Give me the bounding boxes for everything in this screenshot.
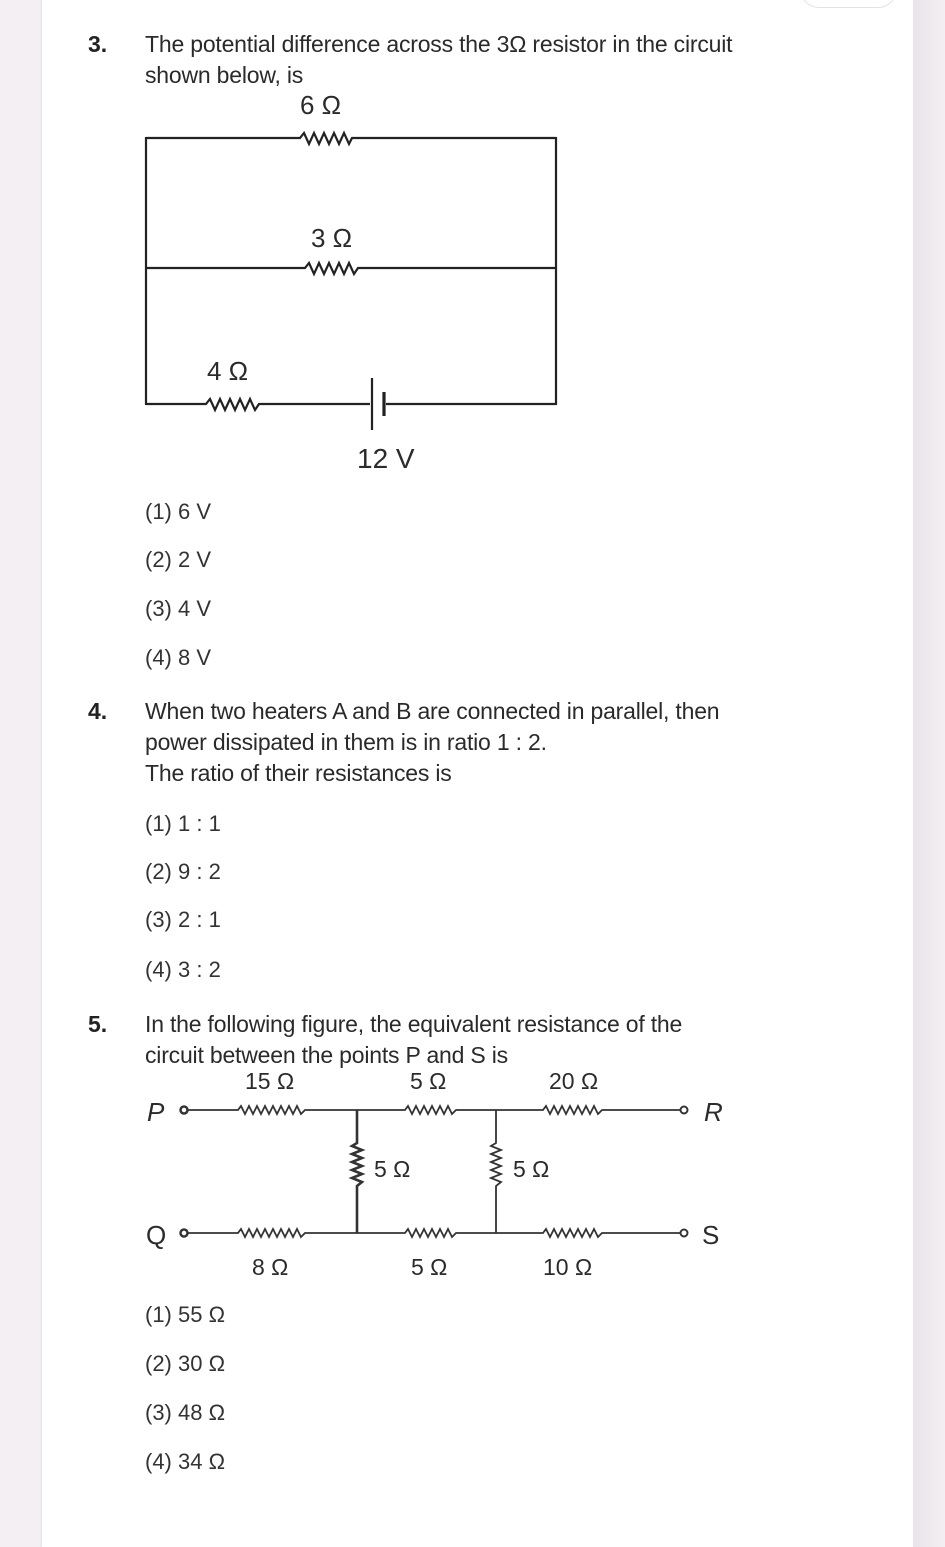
terminal-p-label: P [147,1097,165,1127]
question-4-line-1: When two heaters A and B are connected in parallel, then [145,698,720,724]
question-5-option-4[interactable]: (4) 34 Ω [145,1449,226,1474]
question-5-number: 5. [88,1011,108,1037]
terminal-q-label: Q [146,1220,167,1250]
resistor-6-ohm-label: 6 Ω [300,90,342,120]
terminal-q-dot [181,1230,188,1237]
resistor-20-ohm-label: 20 Ω [549,1068,599,1094]
question-3-option-1[interactable]: (1) 6 V [145,499,212,524]
question-3-line-2: shown below, is [145,62,304,88]
resistor-3-ohm-label: 3 Ω [311,223,353,253]
terminal-r-dot [681,1107,688,1114]
question-5-option-1[interactable]: (1) 55 Ω [145,1302,226,1327]
resistor-bottom-5-ohm-label: 5 Ω [411,1254,448,1280]
question-4-number: 4. [88,698,108,724]
question-5-option-3[interactable]: (3) 48 Ω [145,1400,226,1425]
question-3-option-2[interactable]: (2) 2 V [145,547,212,572]
question-3-option-3[interactable]: (3) 4 V [145,596,212,621]
question-5-line-2: circuit between the points P and S is [145,1042,508,1068]
question-5-line-1: In the following figure, the equivalent resistance of the [145,1011,683,1037]
terminal-r-label: R [704,1097,723,1127]
resistor-top-5-ohm-label: 5 Ω [410,1068,447,1094]
battery-12v-label: 12 V [357,443,415,474]
resistor-10-ohm-label: 10 Ω [543,1254,593,1280]
resistor-4-ohm-label: 4 Ω [207,356,249,386]
question-4-option-3[interactable]: (3) 2 : 1 [145,907,221,932]
resistor-8-ohm-label: 8 Ω [252,1254,289,1280]
question-5-option-2[interactable]: (2) 30 Ω [145,1351,226,1376]
resistor-shunt-1-label: 5 Ω [374,1156,411,1182]
resistor-15-ohm-label: 15 Ω [245,1068,295,1094]
question-3-line-1: The potential difference across the 3Ω resistor in the circuit [145,31,733,57]
question-4-option-2[interactable]: (2) 9 : 2 [145,859,221,884]
question-3-option-4[interactable]: (4) 8 V [145,645,212,670]
question-4-option-4[interactable]: (4) 3 : 2 [145,957,221,982]
question-3-number: 3. [88,31,108,57]
terminal-s-label: S [702,1220,720,1250]
question-4-option-1[interactable]: (1) 1 : 1 [145,811,221,836]
terminal-s-dot [681,1230,688,1237]
resistor-shunt-2-label: 5 Ω [513,1156,550,1182]
question-4-line-2: power dissipated in them is in ratio 1 : 2. [145,729,547,755]
terminal-p-dot [181,1107,188,1114]
question-4-line-3: The ratio of their resistances is [145,760,452,786]
